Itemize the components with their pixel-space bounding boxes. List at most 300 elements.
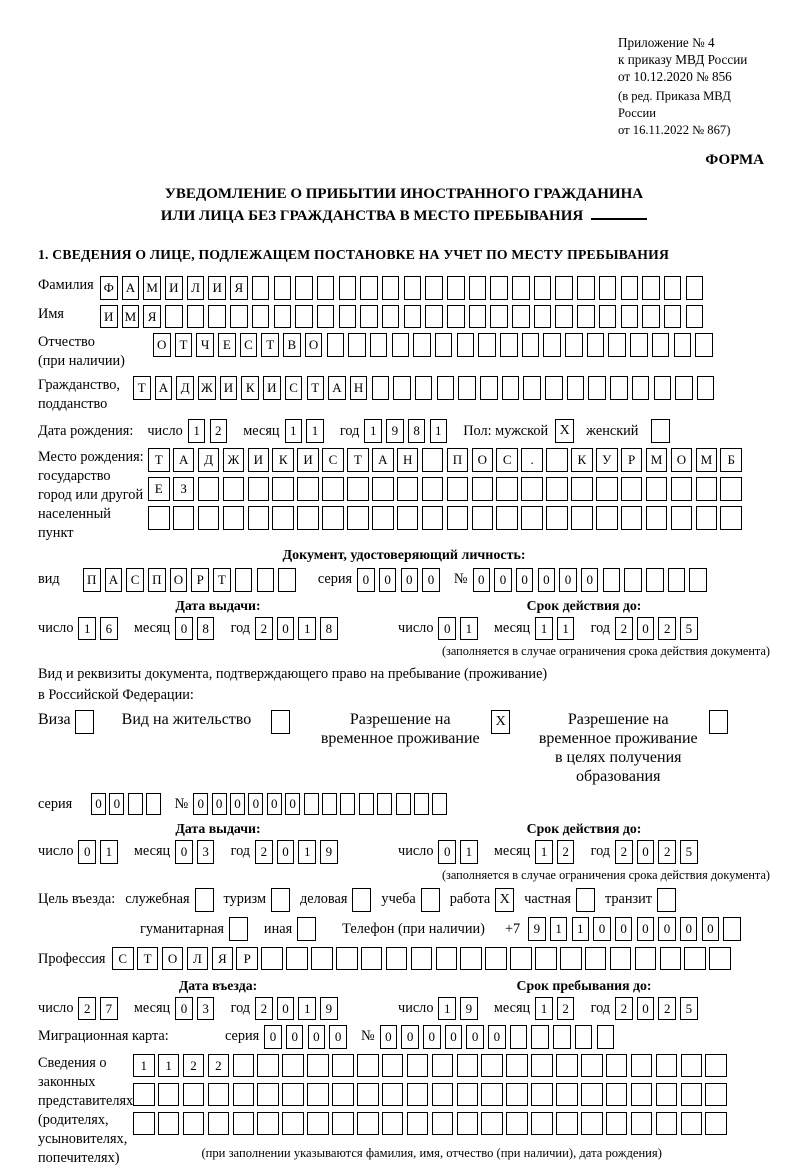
- char-cell[interactable]: [496, 477, 518, 501]
- char-cell[interactable]: 0: [175, 617, 193, 641]
- char-cell[interactable]: [282, 1083, 304, 1107]
- char-cell[interactable]: Ж: [223, 448, 245, 472]
- char-cell[interactable]: Н: [397, 448, 419, 472]
- char-cell[interactable]: [307, 1054, 329, 1078]
- char-cell[interactable]: [282, 1054, 304, 1078]
- char-cell[interactable]: Т: [347, 448, 369, 472]
- char-cell[interactable]: 2: [557, 997, 575, 1021]
- char-cell[interactable]: [382, 1054, 404, 1078]
- char-cell[interactable]: [668, 568, 686, 592]
- char-cell[interactable]: 1: [438, 997, 456, 1021]
- char-cell[interactable]: [233, 1083, 255, 1107]
- char-cell[interactable]: [576, 888, 595, 912]
- char-cell[interactable]: [720, 477, 742, 501]
- char-cell[interactable]: [274, 305, 292, 329]
- char-cell[interactable]: [257, 568, 275, 592]
- char-cell[interactable]: X: [491, 710, 510, 734]
- char-cell[interactable]: 8: [197, 617, 215, 641]
- char-cell[interactable]: Т: [175, 333, 193, 357]
- char-cell[interactable]: [606, 1054, 628, 1078]
- char-cell[interactable]: 0: [538, 568, 556, 592]
- char-cell[interactable]: [261, 947, 283, 971]
- char-cell[interactable]: [297, 917, 316, 941]
- char-cell[interactable]: [646, 506, 668, 530]
- char-cell[interactable]: [469, 305, 487, 329]
- char-cell[interactable]: 1: [188, 419, 206, 443]
- char-cell[interactable]: [510, 947, 532, 971]
- char-cell[interactable]: [531, 1112, 553, 1136]
- char-cell[interactable]: О: [671, 448, 693, 472]
- char-cell[interactable]: [610, 947, 632, 971]
- char-cell[interactable]: [695, 333, 713, 357]
- char-cell[interactable]: С: [126, 568, 144, 592]
- char-cell[interactable]: 1: [78, 617, 96, 641]
- char-cell[interactable]: Я: [143, 305, 161, 329]
- char-cell[interactable]: [286, 947, 308, 971]
- char-cell[interactable]: 2: [78, 997, 96, 1021]
- char-cell[interactable]: [340, 793, 355, 815]
- char-cell[interactable]: [407, 1112, 429, 1136]
- char-cell[interactable]: 1: [550, 917, 568, 941]
- char-cell[interactable]: [397, 477, 419, 501]
- char-cell[interactable]: [361, 947, 383, 971]
- char-cell[interactable]: [534, 276, 552, 300]
- char-cell[interactable]: [360, 276, 378, 300]
- char-cell[interactable]: 9: [460, 997, 478, 1021]
- char-cell[interactable]: [472, 506, 494, 530]
- char-cell[interactable]: 0: [488, 1025, 506, 1049]
- char-cell[interactable]: [646, 477, 668, 501]
- char-cell[interactable]: И: [297, 448, 319, 472]
- char-cell[interactable]: [599, 276, 617, 300]
- char-cell[interactable]: [565, 333, 583, 357]
- char-cell[interactable]: [510, 1025, 528, 1049]
- char-cell[interactable]: [624, 568, 642, 592]
- char-cell[interactable]: [173, 506, 195, 530]
- char-cell[interactable]: [435, 333, 453, 357]
- char-cell[interactable]: [183, 1083, 205, 1107]
- char-cell[interactable]: 1: [298, 617, 316, 641]
- char-cell[interactable]: [490, 276, 508, 300]
- char-cell[interactable]: [133, 1083, 155, 1107]
- char-cell[interactable]: [447, 305, 465, 329]
- char-cell[interactable]: [322, 477, 344, 501]
- char-cell[interactable]: [521, 506, 543, 530]
- char-cell[interactable]: [146, 793, 161, 815]
- char-cell[interactable]: [437, 376, 455, 400]
- char-cell[interactable]: Т: [261, 333, 279, 357]
- char-cell[interactable]: [535, 947, 557, 971]
- char-cell[interactable]: [621, 305, 639, 329]
- char-cell[interactable]: [393, 376, 411, 400]
- char-cell[interactable]: [506, 1083, 528, 1107]
- char-cell[interactable]: О: [305, 333, 323, 357]
- char-cell[interactable]: 0: [193, 793, 208, 815]
- char-cell[interactable]: 1: [535, 997, 553, 1021]
- char-cell[interactable]: Т: [133, 376, 151, 400]
- char-cell[interactable]: 1: [460, 617, 478, 641]
- char-cell[interactable]: [447, 276, 465, 300]
- char-cell[interactable]: [631, 1112, 653, 1136]
- char-cell[interactable]: 0: [637, 917, 655, 941]
- char-cell[interactable]: [372, 376, 390, 400]
- char-cell[interactable]: 2: [255, 840, 273, 864]
- char-cell[interactable]: [307, 1083, 329, 1107]
- char-cell[interactable]: 1: [306, 419, 324, 443]
- char-cell[interactable]: [235, 568, 253, 592]
- char-cell[interactable]: [621, 276, 639, 300]
- char-cell[interactable]: 5: [680, 997, 698, 1021]
- char-cell[interactable]: [571, 477, 593, 501]
- char-cell[interactable]: [531, 1054, 553, 1078]
- char-cell[interactable]: 0: [466, 1025, 484, 1049]
- char-cell[interactable]: 2: [658, 840, 676, 864]
- char-cell[interactable]: 0: [422, 568, 440, 592]
- char-cell[interactable]: [720, 506, 742, 530]
- char-cell[interactable]: Е: [218, 333, 236, 357]
- char-cell[interactable]: [681, 1112, 703, 1136]
- char-cell[interactable]: [304, 793, 319, 815]
- char-cell[interactable]: [257, 1112, 279, 1136]
- char-cell[interactable]: Р: [621, 448, 643, 472]
- char-cell[interactable]: [577, 305, 595, 329]
- char-cell[interactable]: 0: [438, 617, 456, 641]
- char-cell[interactable]: [208, 1083, 230, 1107]
- char-cell[interactable]: 1: [572, 917, 590, 941]
- char-cell[interactable]: П: [148, 568, 166, 592]
- char-cell[interactable]: [421, 888, 440, 912]
- char-cell[interactable]: [271, 710, 290, 734]
- char-cell[interactable]: [603, 568, 621, 592]
- char-cell[interactable]: 0: [329, 1025, 347, 1049]
- char-cell[interactable]: 5: [680, 617, 698, 641]
- char-cell[interactable]: 2: [615, 840, 633, 864]
- char-cell[interactable]: [512, 276, 530, 300]
- char-cell[interactable]: [257, 1083, 279, 1107]
- char-cell[interactable]: [339, 305, 357, 329]
- char-cell[interactable]: [436, 947, 458, 971]
- char-cell[interactable]: [709, 710, 728, 734]
- char-cell[interactable]: [257, 1054, 279, 1078]
- char-cell[interactable]: [230, 305, 248, 329]
- char-cell[interactable]: [327, 333, 345, 357]
- char-cell[interactable]: [681, 1054, 703, 1078]
- char-cell[interactable]: [631, 1054, 653, 1078]
- char-cell[interactable]: [447, 506, 469, 530]
- char-cell[interactable]: [458, 376, 476, 400]
- char-cell[interactable]: [481, 1112, 503, 1136]
- char-cell[interactable]: [555, 276, 573, 300]
- char-cell[interactable]: [195, 888, 214, 912]
- char-cell[interactable]: [556, 1083, 578, 1107]
- char-cell[interactable]: [233, 1054, 255, 1078]
- char-cell[interactable]: [555, 305, 573, 329]
- char-cell[interactable]: [545, 376, 563, 400]
- char-cell[interactable]: 1: [298, 997, 316, 1021]
- char-cell[interactable]: [587, 333, 605, 357]
- char-cell[interactable]: И: [220, 376, 238, 400]
- char-cell[interactable]: Ф: [100, 276, 118, 300]
- char-cell[interactable]: [534, 305, 552, 329]
- char-cell[interactable]: [392, 333, 410, 357]
- char-cell[interactable]: [357, 1112, 379, 1136]
- char-cell[interactable]: [404, 276, 422, 300]
- char-cell[interactable]: [347, 477, 369, 501]
- char-cell[interactable]: [697, 376, 715, 400]
- char-cell[interactable]: [295, 276, 313, 300]
- char-cell[interactable]: [635, 947, 657, 971]
- char-cell[interactable]: [332, 1083, 354, 1107]
- char-cell[interactable]: 0: [277, 617, 295, 641]
- char-cell[interactable]: [397, 506, 419, 530]
- char-cell[interactable]: 0: [516, 568, 534, 592]
- char-cell[interactable]: 0: [637, 997, 655, 1021]
- char-cell[interactable]: [198, 506, 220, 530]
- char-cell[interactable]: 0: [380, 1025, 398, 1049]
- char-cell[interactable]: [556, 1054, 578, 1078]
- char-cell[interactable]: [128, 793, 143, 815]
- char-cell[interactable]: 2: [183, 1054, 205, 1078]
- char-cell[interactable]: [675, 376, 693, 400]
- char-cell[interactable]: [274, 276, 292, 300]
- char-cell[interactable]: [278, 568, 296, 592]
- char-cell[interactable]: [432, 1054, 454, 1078]
- char-cell[interactable]: [522, 333, 540, 357]
- char-cell[interactable]: 0: [401, 568, 419, 592]
- char-cell[interactable]: 1: [285, 419, 303, 443]
- char-cell[interactable]: [252, 305, 270, 329]
- char-cell[interactable]: [422, 477, 444, 501]
- char-cell[interactable]: X: [495, 888, 514, 912]
- char-cell[interactable]: 0: [559, 568, 577, 592]
- char-cell[interactable]: Б: [720, 448, 742, 472]
- char-cell[interactable]: [606, 1083, 628, 1107]
- char-cell[interactable]: [336, 947, 358, 971]
- char-cell[interactable]: М: [122, 305, 140, 329]
- char-cell[interactable]: [208, 305, 226, 329]
- char-cell[interactable]: 0: [286, 1025, 304, 1049]
- char-cell[interactable]: 0: [212, 793, 227, 815]
- char-cell[interactable]: [496, 506, 518, 530]
- char-cell[interactable]: [621, 477, 643, 501]
- char-cell[interactable]: Т: [307, 376, 325, 400]
- char-cell[interactable]: [581, 1112, 603, 1136]
- char-cell[interactable]: 2: [615, 997, 633, 1021]
- char-cell[interactable]: [223, 506, 245, 530]
- char-cell[interactable]: [272, 477, 294, 501]
- char-cell[interactable]: [506, 1112, 528, 1136]
- char-cell[interactable]: М: [646, 448, 668, 472]
- char-cell[interactable]: [521, 477, 543, 501]
- char-cell[interactable]: Н: [350, 376, 368, 400]
- char-cell[interactable]: [656, 1083, 678, 1107]
- char-cell[interactable]: [546, 448, 568, 472]
- char-cell[interactable]: [447, 477, 469, 501]
- char-cell[interactable]: [357, 1083, 379, 1107]
- char-cell[interactable]: .: [521, 448, 543, 472]
- char-cell[interactable]: [382, 276, 400, 300]
- char-cell[interactable]: И: [208, 276, 226, 300]
- char-cell[interactable]: [229, 917, 248, 941]
- char-cell[interactable]: Ж: [198, 376, 216, 400]
- char-cell[interactable]: [581, 1083, 603, 1107]
- char-cell[interactable]: 6: [100, 617, 118, 641]
- char-cell[interactable]: [481, 1054, 503, 1078]
- char-cell[interactable]: [560, 947, 582, 971]
- char-cell[interactable]: С: [285, 376, 303, 400]
- char-cell[interactable]: [705, 1112, 727, 1136]
- char-cell[interactable]: [422, 448, 444, 472]
- char-cell[interactable]: 1: [158, 1054, 180, 1078]
- char-cell[interactable]: [457, 333, 475, 357]
- char-cell[interactable]: Р: [236, 947, 258, 971]
- char-cell[interactable]: К: [241, 376, 259, 400]
- char-cell[interactable]: 0: [445, 1025, 463, 1049]
- char-cell[interactable]: 0: [357, 568, 375, 592]
- char-cell[interactable]: [282, 1112, 304, 1136]
- char-cell[interactable]: С: [112, 947, 134, 971]
- char-cell[interactable]: З: [173, 477, 195, 501]
- char-cell[interactable]: 0: [175, 997, 193, 1021]
- char-cell[interactable]: 1: [298, 840, 316, 864]
- char-cell[interactable]: [656, 1054, 678, 1078]
- char-cell[interactable]: [621, 506, 643, 530]
- char-cell[interactable]: 0: [91, 793, 106, 815]
- char-cell[interactable]: [248, 477, 270, 501]
- char-cell[interactable]: О: [162, 947, 184, 971]
- char-cell[interactable]: [696, 506, 718, 530]
- char-cell[interactable]: 9: [320, 997, 338, 1021]
- char-cell[interactable]: [642, 276, 660, 300]
- char-cell[interactable]: В: [283, 333, 301, 357]
- char-cell[interactable]: [597, 1025, 615, 1049]
- char-cell[interactable]: 2: [658, 617, 676, 641]
- char-cell[interactable]: [684, 947, 706, 971]
- char-cell[interactable]: 0: [78, 840, 96, 864]
- char-cell[interactable]: X: [555, 419, 574, 443]
- char-cell[interactable]: 0: [658, 917, 676, 941]
- char-cell[interactable]: [686, 276, 704, 300]
- char-cell[interactable]: 0: [175, 840, 193, 864]
- char-cell[interactable]: [686, 305, 704, 329]
- char-cell[interactable]: Ч: [196, 333, 214, 357]
- char-cell[interactable]: 0: [615, 917, 633, 941]
- char-cell[interactable]: [652, 333, 670, 357]
- char-cell[interactable]: [512, 305, 530, 329]
- char-cell[interactable]: [556, 1112, 578, 1136]
- char-cell[interactable]: 0: [680, 917, 698, 941]
- char-cell[interactable]: [198, 477, 220, 501]
- char-cell[interactable]: [705, 1083, 727, 1107]
- char-cell[interactable]: 2: [658, 997, 676, 1021]
- char-cell[interactable]: [322, 506, 344, 530]
- char-cell[interactable]: [248, 506, 270, 530]
- char-cell[interactable]: [531, 1025, 549, 1049]
- char-cell[interactable]: [571, 506, 593, 530]
- char-cell[interactable]: [632, 376, 650, 400]
- char-cell[interactable]: [407, 1083, 429, 1107]
- char-cell[interactable]: [158, 1112, 180, 1136]
- char-cell[interactable]: [546, 506, 568, 530]
- char-cell[interactable]: [689, 568, 707, 592]
- char-cell[interactable]: [233, 1112, 255, 1136]
- char-cell[interactable]: [631, 1083, 653, 1107]
- char-cell[interactable]: [481, 1083, 503, 1107]
- char-cell[interactable]: Л: [187, 947, 209, 971]
- char-cell[interactable]: [457, 1083, 479, 1107]
- char-cell[interactable]: [671, 506, 693, 530]
- char-cell[interactable]: 2: [615, 617, 633, 641]
- char-cell[interactable]: [223, 477, 245, 501]
- char-cell[interactable]: [382, 305, 400, 329]
- char-cell[interactable]: К: [571, 448, 593, 472]
- char-cell[interactable]: [577, 276, 595, 300]
- char-cell[interactable]: [490, 305, 508, 329]
- char-cell[interactable]: 1: [133, 1054, 155, 1078]
- char-cell[interactable]: 9: [528, 917, 546, 941]
- char-cell[interactable]: 0: [248, 793, 263, 815]
- char-cell[interactable]: [75, 710, 94, 734]
- char-cell[interactable]: [359, 793, 374, 815]
- char-cell[interactable]: [339, 276, 357, 300]
- char-cell[interactable]: 0: [230, 793, 245, 815]
- char-cell[interactable]: [671, 477, 693, 501]
- char-cell[interactable]: Д: [176, 376, 194, 400]
- char-cell[interactable]: 8: [408, 419, 426, 443]
- char-cell[interactable]: [553, 1025, 571, 1049]
- char-cell[interactable]: И: [165, 276, 183, 300]
- char-cell[interactable]: [610, 376, 628, 400]
- char-cell[interactable]: [432, 793, 447, 815]
- char-cell[interactable]: 0: [473, 568, 491, 592]
- char-cell[interactable]: 0: [423, 1025, 441, 1049]
- char-cell[interactable]: 1: [100, 840, 118, 864]
- char-cell[interactable]: [646, 568, 664, 592]
- char-cell[interactable]: 8: [320, 617, 338, 641]
- char-cell[interactable]: [360, 305, 378, 329]
- char-cell[interactable]: [148, 506, 170, 530]
- char-cell[interactable]: [472, 477, 494, 501]
- char-cell[interactable]: А: [173, 448, 195, 472]
- char-cell[interactable]: К: [272, 448, 294, 472]
- char-cell[interactable]: [523, 376, 541, 400]
- char-cell[interactable]: 1: [430, 419, 448, 443]
- char-cell[interactable]: П: [83, 568, 101, 592]
- char-cell[interactable]: 1: [460, 840, 478, 864]
- char-cell[interactable]: [681, 1083, 703, 1107]
- char-cell[interactable]: [585, 947, 607, 971]
- char-cell[interactable]: И: [248, 448, 270, 472]
- char-cell[interactable]: [485, 947, 507, 971]
- char-cell[interactable]: У: [596, 448, 618, 472]
- char-cell[interactable]: [502, 376, 520, 400]
- char-cell[interactable]: О: [153, 333, 171, 357]
- char-cell[interactable]: [432, 1112, 454, 1136]
- char-cell[interactable]: О: [472, 448, 494, 472]
- char-cell[interactable]: А: [155, 376, 173, 400]
- char-cell[interactable]: [709, 947, 731, 971]
- char-cell[interactable]: [332, 1112, 354, 1136]
- char-cell[interactable]: [425, 276, 443, 300]
- char-cell[interactable]: 0: [702, 917, 720, 941]
- char-cell[interactable]: [660, 947, 682, 971]
- char-cell[interactable]: [187, 305, 205, 329]
- char-cell[interactable]: О: [170, 568, 188, 592]
- char-cell[interactable]: С: [322, 448, 344, 472]
- char-cell[interactable]: [411, 947, 433, 971]
- char-cell[interactable]: 2: [255, 997, 273, 1021]
- char-cell[interactable]: [357, 1054, 379, 1078]
